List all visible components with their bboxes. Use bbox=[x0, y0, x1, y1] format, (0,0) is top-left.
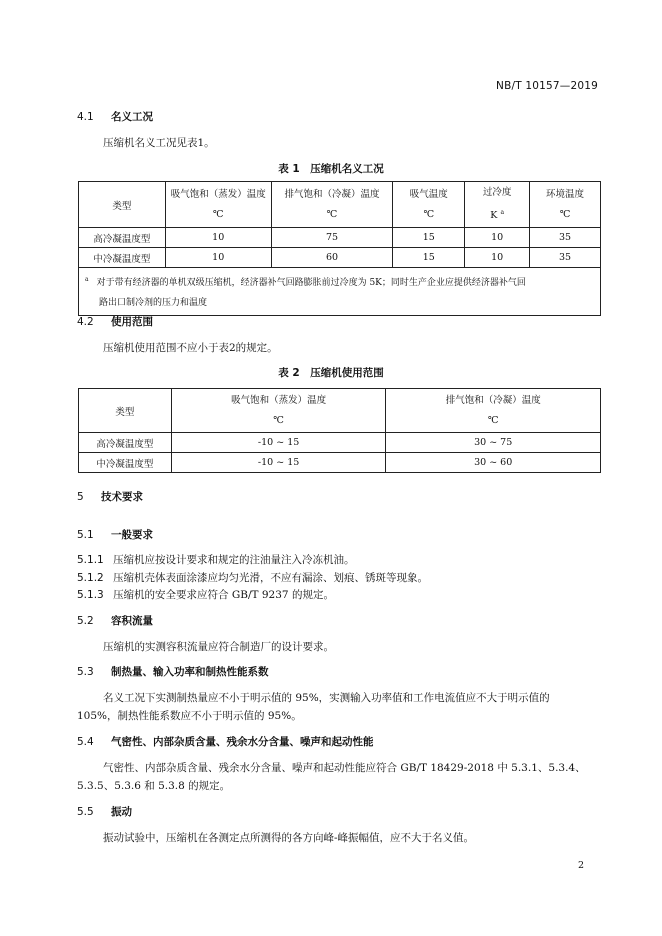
row-type: 中冷凝温度型 bbox=[79, 453, 172, 473]
section-title: 制热量、输入功率和制热性能系数 bbox=[111, 666, 269, 678]
section-number: 5 bbox=[77, 491, 84, 503]
page-number: 2 bbox=[577, 860, 584, 871]
section-title: 容积流量 bbox=[111, 615, 154, 627]
section-5-5-heading bbox=[77, 804, 132, 819]
table2 bbox=[78, 388, 601, 473]
section-5-4-text-line1: 气密性、内部杂质含量、残余水分含量、噪声和起动性能应符合 GB/T 18429-2018 中 5.3.1、5.3.4、 bbox=[103, 762, 586, 774]
table-row bbox=[79, 453, 601, 473]
table2-header-type: 类型 bbox=[79, 389, 172, 433]
standard-number: NB/T 10157—2019 bbox=[496, 80, 598, 92]
table1-note-row bbox=[79, 268, 601, 316]
table1-caption: 表 1 压缩机名义工况 bbox=[278, 163, 384, 175]
section-title: 振动 bbox=[111, 806, 133, 818]
section-5-3-text-line1: 名义工况下实测制热量应不小于明示值的 95%，实测输入功率值和工作电流值应不大于明示值的 bbox=[103, 692, 550, 704]
clause-number: 5.1.1 bbox=[77, 554, 104, 566]
section-title: 一般要求 bbox=[111, 529, 154, 541]
row-type: 高冷凝温度型 bbox=[79, 228, 166, 248]
table-cell: 15 bbox=[393, 248, 465, 268]
section-title: 气密性、内部杂质含量、残余水分含量、噪声和起动性能 bbox=[111, 736, 374, 748]
section-4-2-text: 压缩机使用范围不应小于表2的规定。 bbox=[103, 342, 278, 354]
section-title: 技术要求 bbox=[101, 491, 144, 503]
section-5-3-text-line2: 105%，制热性能系数应不小于明示值的 95%。 bbox=[77, 710, 302, 722]
table-cell: 15 bbox=[393, 228, 465, 248]
clause-text: 压缩机的安全要求应符合 GB/T 9237 的规定。 bbox=[113, 589, 334, 601]
table1 bbox=[78, 181, 601, 316]
table2-header-cell: 吸气饱和（蒸发）温度 ℃ bbox=[171, 389, 386, 433]
table-cell: 75 bbox=[271, 228, 393, 248]
section-4-1-text: 压缩机名义工况见表1。 bbox=[103, 137, 215, 149]
section-title: 名义工况 bbox=[111, 111, 154, 123]
section-5-5-text: 振动试验中，压缩机在各测定点所测得的各方向峰-峰振幅值，应不大于名义值。 bbox=[103, 832, 475, 844]
section-number: 5.4 bbox=[77, 736, 94, 748]
section-5-4-heading bbox=[77, 734, 374, 749]
section-5-3-heading bbox=[77, 664, 269, 679]
table1-header-type: 类型 bbox=[79, 182, 166, 228]
table-cell: 10 bbox=[465, 248, 530, 268]
table1-header-row bbox=[79, 182, 601, 228]
section-5-2-text: 压缩机的实测容积流量应符合制造厂的设计要求。 bbox=[103, 641, 334, 653]
table-cell: 35 bbox=[530, 228, 601, 248]
table1-note: $^a$ 对于带有经济器的单机双级压缩机，经济器补气回路膨胀前过冷度为 5K；同时生产企业应提供经济器补气回 路出口制冷剂的压力和温度 bbox=[79, 268, 601, 316]
clause-number: 5.1.2 bbox=[77, 572, 104, 584]
section-number: 5.5 bbox=[77, 806, 94, 818]
clause-5-1-3 bbox=[77, 587, 334, 602]
clause-5-1-1 bbox=[77, 552, 355, 567]
section-number: 5.3 bbox=[77, 666, 94, 678]
table1-header-cell: 环境温度 ℃ bbox=[530, 182, 601, 228]
row-type: 高冷凝温度型 bbox=[79, 433, 172, 453]
table2-header-row bbox=[79, 389, 601, 433]
clause-5-1-2 bbox=[77, 570, 428, 585]
table-row bbox=[79, 433, 601, 453]
table-cell: -10 ~ 15 bbox=[171, 433, 386, 453]
section-number: 5.2 bbox=[77, 615, 94, 627]
section-4-2-heading bbox=[77, 314, 153, 329]
table2-header-cell: 排气饱和（冷凝）温度 ℃ bbox=[386, 389, 601, 433]
table-row bbox=[79, 248, 601, 268]
table-cell: -10 ~ 15 bbox=[171, 453, 386, 473]
section-number: 4.1 bbox=[77, 111, 94, 123]
section-number: 5.1 bbox=[77, 529, 94, 541]
table-cell: 10 bbox=[165, 248, 271, 268]
table2-caption: 表 2 压缩机使用范围 bbox=[278, 367, 384, 379]
table-cell: 30 ~ 60 bbox=[386, 453, 601, 473]
table1-header-cell: 过冷度 K $^a$ bbox=[465, 182, 530, 228]
table-cell: 60 bbox=[271, 248, 393, 268]
clause-text: 压缩机壳体表面涂漆应均匀光滑，不应有漏涂、划痕、锈斑等现象。 bbox=[113, 572, 429, 584]
section-5-heading bbox=[77, 489, 143, 504]
section-4-1-heading bbox=[77, 109, 153, 124]
row-type: 中冷凝温度型 bbox=[79, 248, 166, 268]
table1-header-cell: 吸气温度 ℃ bbox=[393, 182, 465, 228]
clause-text: 压缩机应按设计要求和规定的注油量注入冷冻机油。 bbox=[113, 554, 355, 566]
footnote-marker: a bbox=[85, 276, 89, 283]
table1-header-cell: 吸气饱和（蒸发）温度 ℃ bbox=[165, 182, 271, 228]
table-row bbox=[79, 228, 601, 248]
section-5-4-text-line2: 5.3.5、5.3.6 和 5.3.8 的规定。 bbox=[77, 780, 231, 792]
section-number: 4.2 bbox=[77, 316, 94, 328]
section-title: 使用范围 bbox=[111, 316, 154, 328]
table-cell: 10 bbox=[465, 228, 530, 248]
table-cell: 30 ~ 75 bbox=[386, 433, 601, 453]
table-cell: 35 bbox=[530, 248, 601, 268]
table1-header-cell: 排气饱和（冷凝）温度 ℃ bbox=[271, 182, 393, 228]
section-5-1-heading bbox=[77, 527, 153, 542]
footnote-marker: a bbox=[500, 208, 505, 216]
clause-number: 5.1.3 bbox=[77, 589, 104, 601]
table-cell: 10 bbox=[165, 228, 271, 248]
section-5-2-heading bbox=[77, 613, 153, 628]
